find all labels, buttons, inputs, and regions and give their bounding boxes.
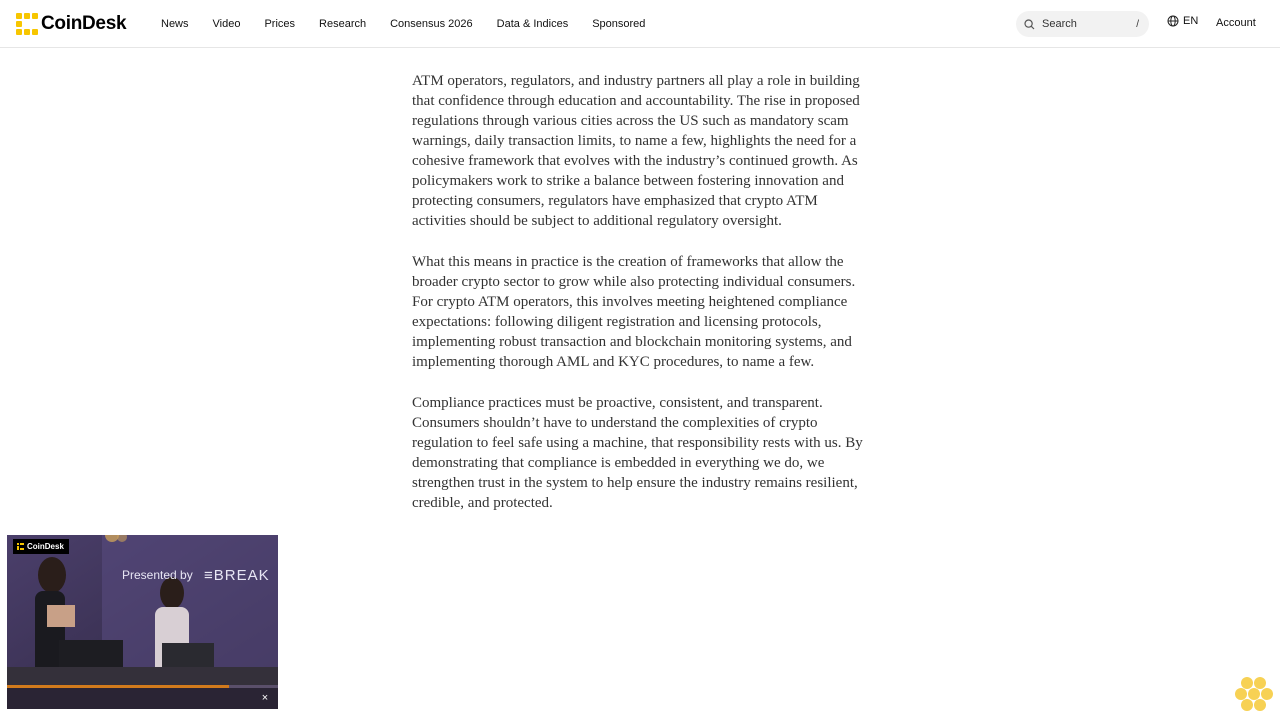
article-body bbox=[412, 30, 872, 534]
nav-item-consensus[interactable]: Consensus 2026 bbox=[390, 17, 473, 30]
nav-item-news[interactable]: News bbox=[161, 17, 189, 30]
floating-video-player[interactable] bbox=[7, 535, 278, 709]
account-link[interactable]: Account bbox=[1216, 17, 1256, 29]
search-input[interactable] bbox=[1040, 17, 1132, 31]
main-nav bbox=[161, 0, 669, 47]
search-box[interactable] bbox=[1016, 11, 1149, 37]
nav-item-video[interactable]: Video bbox=[212, 17, 241, 30]
close-video-button[interactable]: × bbox=[261, 692, 269, 704]
nav-item-research[interactable]: Research bbox=[319, 17, 367, 30]
player-badge-label: CoinDesk bbox=[27, 542, 64, 551]
language-label: EN bbox=[1183, 15, 1199, 27]
article-paragraph: Compliance practices must be proactive, consistent, and transparent. Consumers shouldn’t have to understand the complexities of crypto regulation to feel safe using a machine, that responsibility rests with us. By demonstrating that compliance is embedded in everything we do, we strengthen trust in the system to help ensure the industry remains resilient, credible, and protected. bbox=[412, 395, 863, 511]
globe-icon bbox=[1167, 15, 1179, 27]
coindesk-logo-icon bbox=[16, 13, 38, 35]
language-selector[interactable] bbox=[1167, 15, 1198, 27]
coindesk-logo-icon bbox=[17, 543, 24, 550]
brand-name: CoinDesk bbox=[41, 13, 127, 34]
article-paragraph: What this means in practice is the creation of frameworks that allow the broader crypto sector to grow while also protecting individual consumers. For crypto ATM operators, this involves meeting heightened compliance expectations: following diligent registration and licensing protocols, implementing robust transaction and blockchain monitoring systems, and implementing thorough AML and KYC procedures, to name a few. bbox=[412, 254, 856, 370]
coindesk-logo[interactable] bbox=[16, 12, 126, 36]
nav-item-sponsored[interactable]: Sponsored bbox=[592, 17, 646, 30]
video-overlay-text: Presented by bbox=[122, 568, 193, 582]
article-paragraph: ATM operators, regulators, and industry partners all play a role in building that confidence through education and accountability. The rise in proposed regulations through various cities across the US such as mandatory scam warnings, daily transaction limits, to name a few, highlights the need for a cohesive framework that evolves with the industry’s continued growth. As policymakers work to strike a balance between fostering innovation and protecting consumers, regulators have emphasized that crypto ATM activities should be subject to additional regulatory oversight. bbox=[412, 73, 860, 229]
search-icon bbox=[1024, 19, 1035, 30]
player-brand-badge bbox=[13, 539, 69, 554]
search-shortcut-hint: / bbox=[1136, 18, 1139, 30]
video-frame bbox=[7, 535, 278, 709]
site-header bbox=[0, 0, 1280, 48]
nav-item-prices[interactable]: Prices bbox=[264, 17, 296, 30]
video-overlay-sponsor: ≡BREAK bbox=[204, 567, 270, 584]
nav-item-data-indices[interactable]: Data & Indices bbox=[496, 17, 569, 30]
video-controls bbox=[7, 688, 278, 709]
honeycomb-widget-icon[interactable] bbox=[1234, 675, 1274, 715]
